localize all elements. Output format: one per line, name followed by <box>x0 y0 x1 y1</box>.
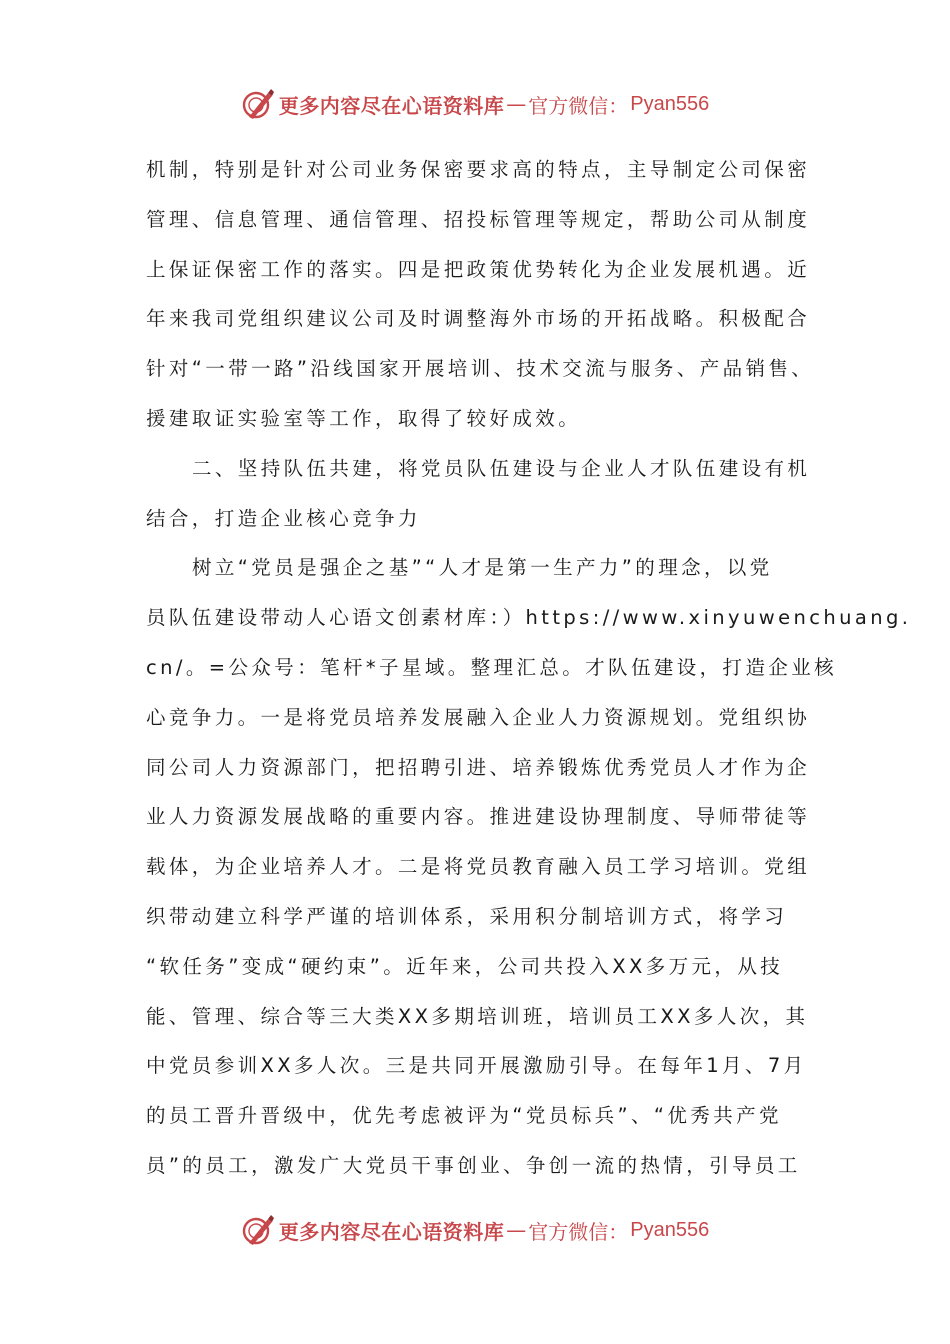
body-line: 管理、信息管理、通信管理、招投标管理等规定，帮助公司从制度 <box>146 207 811 231</box>
body-line: 中党员参训XX多人次。三是共同开展激励引导。在每年1月、7月 <box>146 1054 807 1078</box>
watermark-handle: Pyan556 <box>630 1218 710 1241</box>
body-line: 员队伍建设带动人心语文创素材库：）https://www.xinyuwenchuang. <box>146 606 912 630</box>
pen-logo-icon <box>241 87 275 121</box>
body-line: 机制，特别是针对公司业务保密要求高的特点，主导制定公司保密 <box>146 158 811 181</box>
body-line: 援建取证实验室等工作，取得了较好成效。 <box>146 406 582 430</box>
body-line: 载体，为企业培养人才。二是将党员教育融入员工学习培训。党组 <box>146 855 811 879</box>
watermark-dash: — <box>506 1218 527 1242</box>
body-line: 织带动建立科学严谨的培训体系，采用积分制培训方式，将学习 <box>146 904 788 928</box>
header-watermark <box>0 84 950 124</box>
watermark-title: 更多内容尽在心语资料库 <box>278 1219 505 1244</box>
pen-logo-icon <box>241 1213 275 1247</box>
body-line: 能、管理、综合等三大类XX多期培训班，培训员工XX多人次，其 <box>146 1004 809 1028</box>
section-heading-line: 二、坚持队伍共建，将党员队伍建设与企业人才队伍建设有机 <box>192 456 811 480</box>
document-body <box>146 145 912 1191</box>
body-line: 年来我司党组织建议公司及时调整海外市场的开拓战略。积极配合 <box>146 307 811 331</box>
body-line: 同公司人力资源部门，把招聘引进、培养锻炼优秀党员人才作为企 <box>146 755 811 779</box>
body-line: 业人力资源发展战略的重要内容。推进建设协理制度、导师带徒等 <box>146 805 811 829</box>
body-line: 上保证保密工作的落实。四是把政策优势转化为企业发展机遇。近 <box>146 257 811 281</box>
watermark-label: 官方微信： <box>528 1219 629 1244</box>
section-heading-line: 结合，打造企业核心竞争力 <box>146 506 421 530</box>
body-line: 针对“一带一路”沿线国家开展培训、技术交流与服务、产品销售、 <box>146 357 815 381</box>
body-line: cn/。=公众号：笔杆*子星域。整理汇总。才队伍建设，打造企业核 <box>146 655 838 679</box>
footer-watermark <box>0 1210 950 1250</box>
body-line: 员”的员工，激发广大党员干事创业、争创一流的热情，引导员工 <box>146 1153 801 1177</box>
body-line: 的员工晋升晋级中，优先考虑被评为“党员标兵”、“优秀共产党 <box>146 1104 782 1128</box>
body-line: “软任务”变成“硬约束”。近年来，公司共投入XX多万元，从技 <box>146 954 784 978</box>
watermark-dash: — <box>506 92 527 116</box>
body-line: 树立“党员是强企之基”“人才是第一生产力”的理念，以党 <box>192 556 773 580</box>
watermark-handle: Pyan556 <box>630 92 710 115</box>
watermark-title: 更多内容尽在心语资料库 <box>278 93 505 118</box>
body-line: 心竞争力。一是将党员培养发展融入企业人力资源规划。党组织协 <box>146 705 811 729</box>
watermark-label: 官方微信： <box>528 93 629 118</box>
